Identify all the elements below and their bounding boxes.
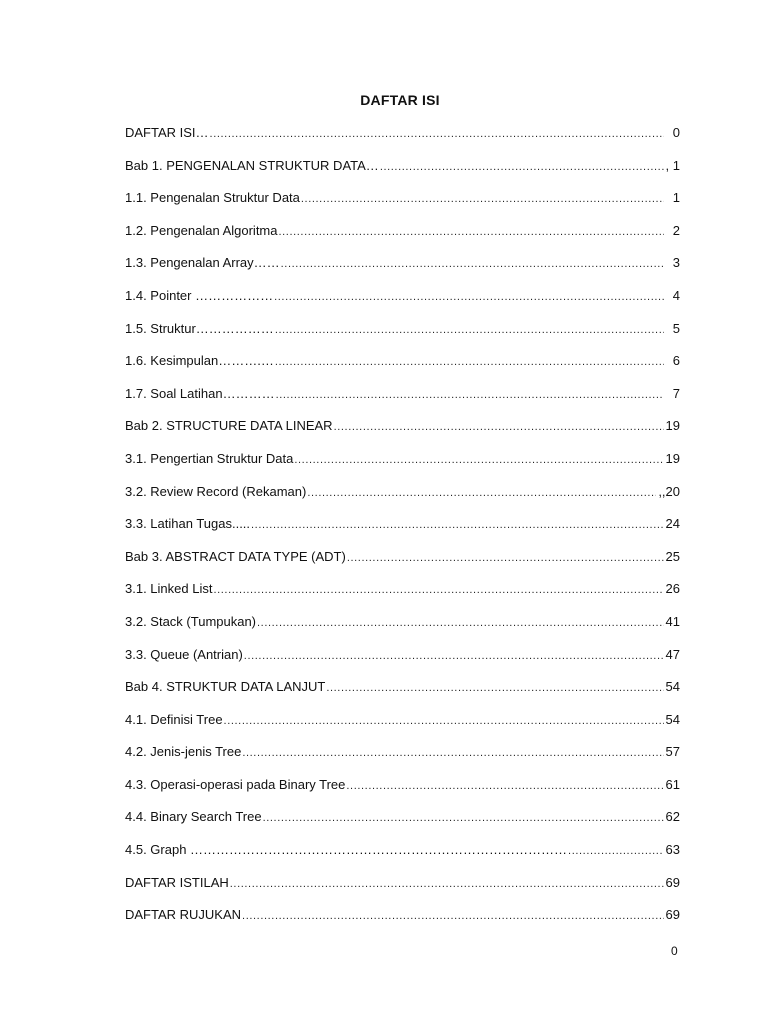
toc-entry[interactable]	[125, 124, 680, 157]
toc-entry-label: Bab 2. STRUCTURE DATA LINEAR	[125, 418, 333, 434]
toc-entry-label: DAFTAR RUJUKAN	[125, 907, 242, 923]
toc-leader-dots	[224, 712, 664, 730]
toc-entry-page: 26	[665, 581, 680, 597]
toc-entry-label: 4.3. Operasi-operasi pada Binary Tree	[125, 776, 346, 792]
toc-entry[interactable]	[125, 352, 680, 385]
toc-leader-dots	[334, 418, 664, 436]
toc-entry[interactable]	[125, 808, 680, 841]
toc-entry-page: 69	[665, 874, 680, 890]
toc-entry-label: 4.2. Jenis-jenis Tree	[125, 744, 242, 760]
toc-entry-label: 1.7. Soal Latihan…………	[125, 385, 275, 401]
toc-leader-dots	[274, 288, 664, 306]
toc-entry[interactable]	[125, 776, 680, 809]
toc-entry[interactable]	[125, 678, 680, 711]
toc-entry[interactable]	[125, 287, 680, 320]
toc-entry-page: 6	[672, 353, 680, 369]
toc-leader-dots	[251, 516, 664, 534]
toc-leader-dots	[242, 907, 663, 925]
toc-entry[interactable]	[125, 483, 680, 516]
toc-leader-dots	[213, 581, 663, 599]
toc-entry-page: 5	[672, 320, 680, 336]
toc-leader-dots	[347, 549, 664, 567]
toc-entry[interactable]	[125, 417, 680, 450]
toc-entry-label: 1.3. Pengenalan Array……	[125, 255, 280, 271]
toc-entry[interactable]	[125, 711, 680, 744]
toc-entry[interactable]	[125, 515, 680, 548]
toc-entry-page: 54	[665, 711, 680, 727]
toc-entry-page: , 1	[665, 157, 680, 173]
toc-entry[interactable]	[125, 222, 680, 255]
toc-entry-page: 25	[665, 548, 680, 564]
toc-entry-label: 3.3. Queue (Antrian)	[125, 646, 243, 662]
toc-leader-dots	[301, 190, 664, 208]
toc-entry-page: 57	[665, 744, 680, 760]
toc-entry-page: 19	[665, 418, 680, 434]
toc-entry-label: Bab 3. ABSTRACT DATA TYPE (ADT)	[125, 548, 346, 564]
toc-entry-label: 4.5. Graph ……………………………………………………………………………	[125, 842, 568, 858]
toc-entry-page: 47	[665, 646, 680, 662]
toc-entry-label: 3.2. Stack (Tumpukan)	[125, 613, 257, 629]
toc-leader-dots	[275, 353, 664, 371]
toc-entry-page: 54	[665, 679, 680, 695]
toc-entry-page: 7	[672, 385, 680, 401]
toc-leader-dots	[276, 386, 664, 404]
toc-entry-label: DAFTAR ISTILAH	[125, 874, 229, 890]
toc-entry[interactable]	[125, 189, 680, 222]
toc-leader-dots	[263, 809, 664, 827]
toc-entry-page: 41	[665, 613, 680, 629]
toc-entry-label: 3.2. Review Record (Rekaman)	[125, 483, 307, 499]
toc-entry-label: 3.1. Linked List	[125, 581, 213, 597]
toc-entry-page: 2	[672, 222, 680, 238]
toc-leader-dots	[230, 875, 664, 893]
toc-leader-dots	[242, 744, 663, 762]
toc-entry[interactable]	[125, 385, 680, 418]
toc-entry-label: 1.2. Pengenalan Algoritma	[125, 222, 278, 238]
toc-leader-dots	[294, 451, 663, 469]
toc-leader-dots	[346, 777, 663, 795]
toc-entry[interactable]	[125, 450, 680, 483]
toc-entry[interactable]	[125, 906, 680, 939]
toc-entry[interactable]	[125, 254, 680, 287]
toc-entry-page: ,,20	[658, 483, 680, 499]
toc-entry[interactable]	[125, 841, 680, 874]
toc-leader-dots	[568, 842, 663, 860]
toc-entry[interactable]	[125, 874, 680, 907]
toc-leader-dots	[279, 223, 665, 241]
toc-entry-label: Bab 1. PENGENALAN STRUKTUR DATA…	[125, 157, 379, 173]
toc-leader-dots	[380, 158, 664, 176]
toc-entry-page: 63	[665, 842, 680, 858]
toc-entry[interactable]	[125, 613, 680, 646]
toc-entry-label: DAFTAR ISI…	[125, 125, 209, 140]
toc-entry-page: 0	[672, 125, 680, 140]
page-title: DAFTAR ISI	[360, 92, 440, 108]
toc-entry-page: 24	[665, 516, 680, 532]
toc-leader-dots	[210, 125, 664, 143]
toc-leader-dots	[257, 614, 664, 632]
toc-entry-label: Bab 4. STRUKTUR DATA LANJUT	[125, 679, 326, 695]
toc-entry[interactable]	[125, 646, 680, 679]
toc-entry-label: 1.4. Pointer ………………	[125, 287, 274, 303]
toc-entry-page: 3	[672, 255, 680, 271]
toc-entry-page: 62	[665, 809, 680, 825]
toc-entry-page: 4	[672, 287, 680, 303]
toc-entry[interactable]	[125, 320, 680, 353]
toc-entry[interactable]	[125, 548, 680, 581]
toc-entry-label: 3.3. Latihan Tugas.....	[125, 516, 251, 532]
toc-entry-label: 4.4. Binary Search Tree	[125, 809, 262, 825]
toc-entry[interactable]	[125, 743, 680, 776]
table-of-contents	[125, 124, 680, 939]
toc-leader-dots	[326, 679, 663, 697]
toc-entry-page: 19	[665, 450, 680, 466]
toc-entry-label: 1.1. Pengenalan Struktur Data	[125, 190, 300, 206]
toc-entry-page: 1	[672, 190, 680, 206]
page-number: 0	[671, 944, 678, 958]
toc-entry[interactable]	[125, 580, 680, 613]
toc-entry-label: 1.6. Kesimpulan……….…	[125, 353, 274, 369]
toc-entry-page: 69	[665, 907, 680, 923]
toc-leader-dots	[275, 321, 664, 339]
toc-leader-dots	[307, 484, 656, 502]
toc-entry-label: 3.1. Pengertian Struktur Data	[125, 450, 294, 466]
toc-entry-label: 4.1. Definisi Tree	[125, 711, 223, 727]
toc-entry-page: 61	[665, 776, 680, 792]
toc-entry-label: 1.5. Struktur………………	[125, 320, 274, 336]
toc-entry[interactable]	[125, 157, 680, 190]
toc-leader-dots	[281, 255, 664, 273]
toc-leader-dots	[244, 647, 664, 665]
